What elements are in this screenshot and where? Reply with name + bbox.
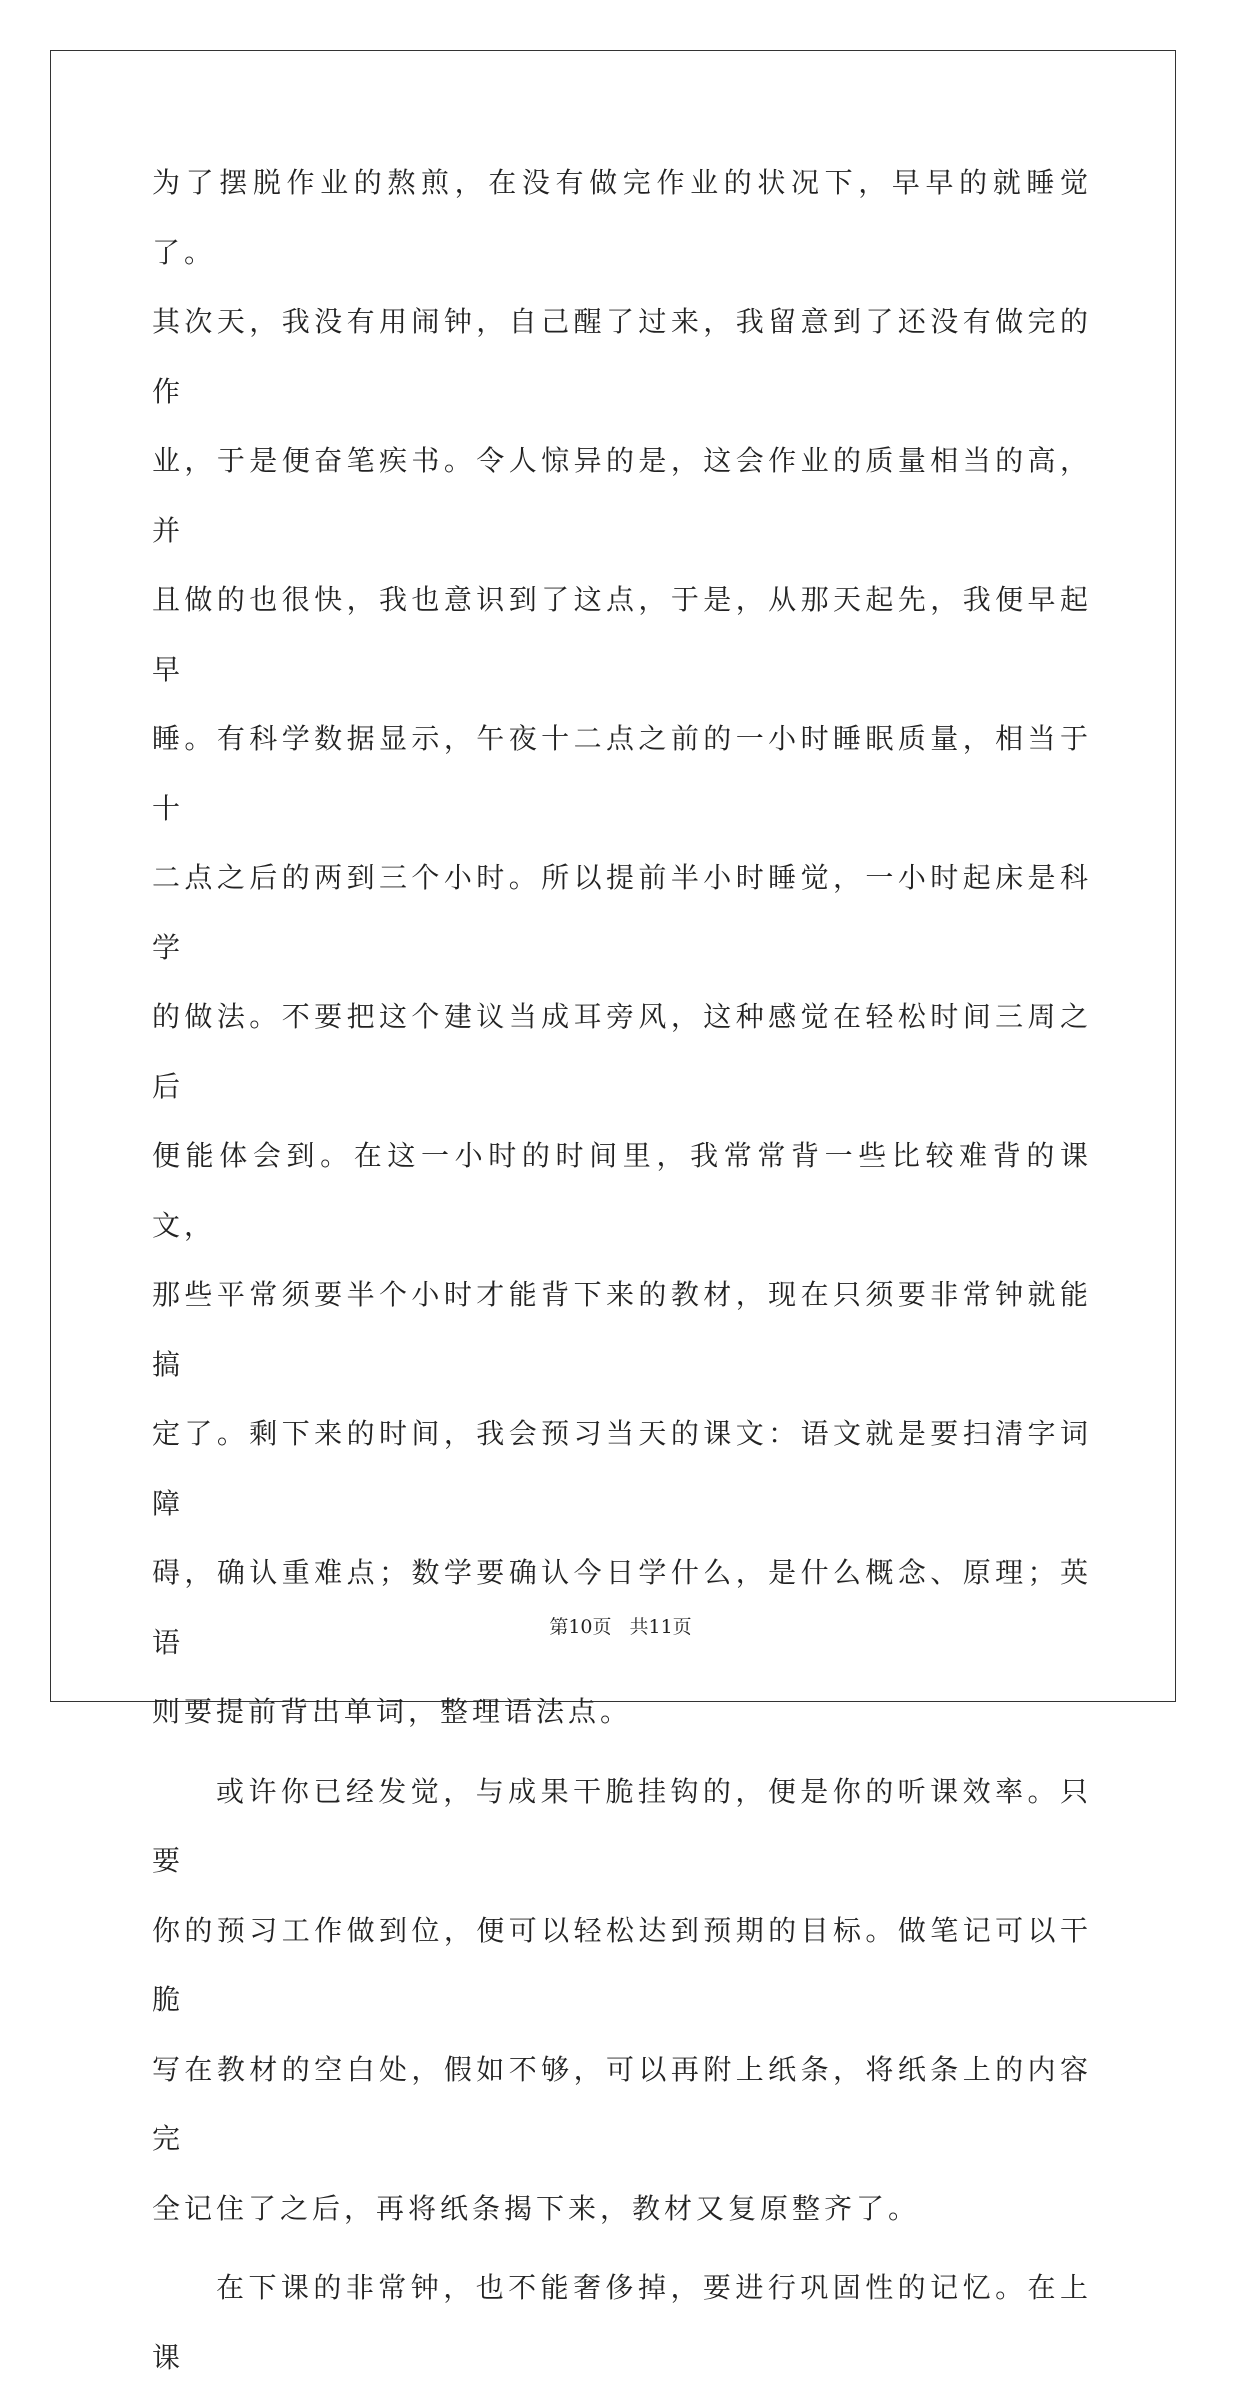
page-footer (0, 1612, 1241, 1639)
text-line: 为了摆脱作业的熬煎，在没有做完作业的状况下，早早的就睡觉了。 (152, 166, 1092, 269)
text-line: 在下课的非常钟，也不能奢侈掉，要进行巩固性的记忆。在上课 (152, 2271, 1092, 2374)
text-line: 业，于是便奋笔疾书。令人惊异的是，这会作业的质量相当的高，并 (152, 444, 1092, 547)
text-line: 或许你已经发觉，与成果干脆挂钩的，便是你的听课效率。只要 (152, 1774, 1092, 1877)
text-line: 那些平常须要半个小时才能背下来的教材，现在只须要非常钟就能搞 (152, 1278, 1092, 1381)
text-line: 碍，确认重难点；数学要确认今日学什么，是什么概念、原理；英语 (152, 1556, 1092, 1659)
text-line: 定了。剩下来的时间，我会预习当天的课文：语文就是要扫清字词障 (152, 1417, 1092, 1520)
paragraph-2 (152, 1757, 1092, 2244)
text-line: 的做法。不要把这个建议当成耳旁风，这种感觉在轻松时间三周之后 (152, 1000, 1092, 1103)
page-total: 共11页 (629, 1616, 692, 1638)
text-line: 写在教材的空白处，假如不够，可以再附上纸条，将纸条上的内容完 (152, 2052, 1092, 2155)
text-line: 你的预习工作做到位，便可以轻松达到预期的目标。做笔记可以干脆 (152, 1913, 1092, 2016)
text-line: 且做的也很快，我也意识到了这点，于是，从那天起先，我便早起早 (152, 583, 1092, 686)
text-line: 睡。有科学数据显示，午夜十二点之前的一小时睡眠质量，相当于十 (152, 722, 1092, 825)
text-line: 全记住了之后，再将纸条揭下来，教材又复原整齐了。 (152, 2191, 921, 2225)
text-line: 其次天，我没有用闹钟，自己醒了过来，我留意到了还没有做完的作 (152, 305, 1092, 408)
text-line: 便能体会到。在这一小时的时间里，我常常背一些比较难背的课文， (152, 1139, 1092, 1242)
page-number: 第10页 (549, 1616, 612, 1638)
document-body (152, 148, 1092, 2392)
paragraph-1 (152, 148, 1092, 1747)
paragraph-3 (152, 2253, 1092, 2392)
text-line: 则要提前背出单词，整理语法点。 (152, 1695, 633, 1728)
text-line: 二点之后的两到三个小时。所以提前半小时睡觉，一小时起床是科学 (152, 861, 1092, 964)
